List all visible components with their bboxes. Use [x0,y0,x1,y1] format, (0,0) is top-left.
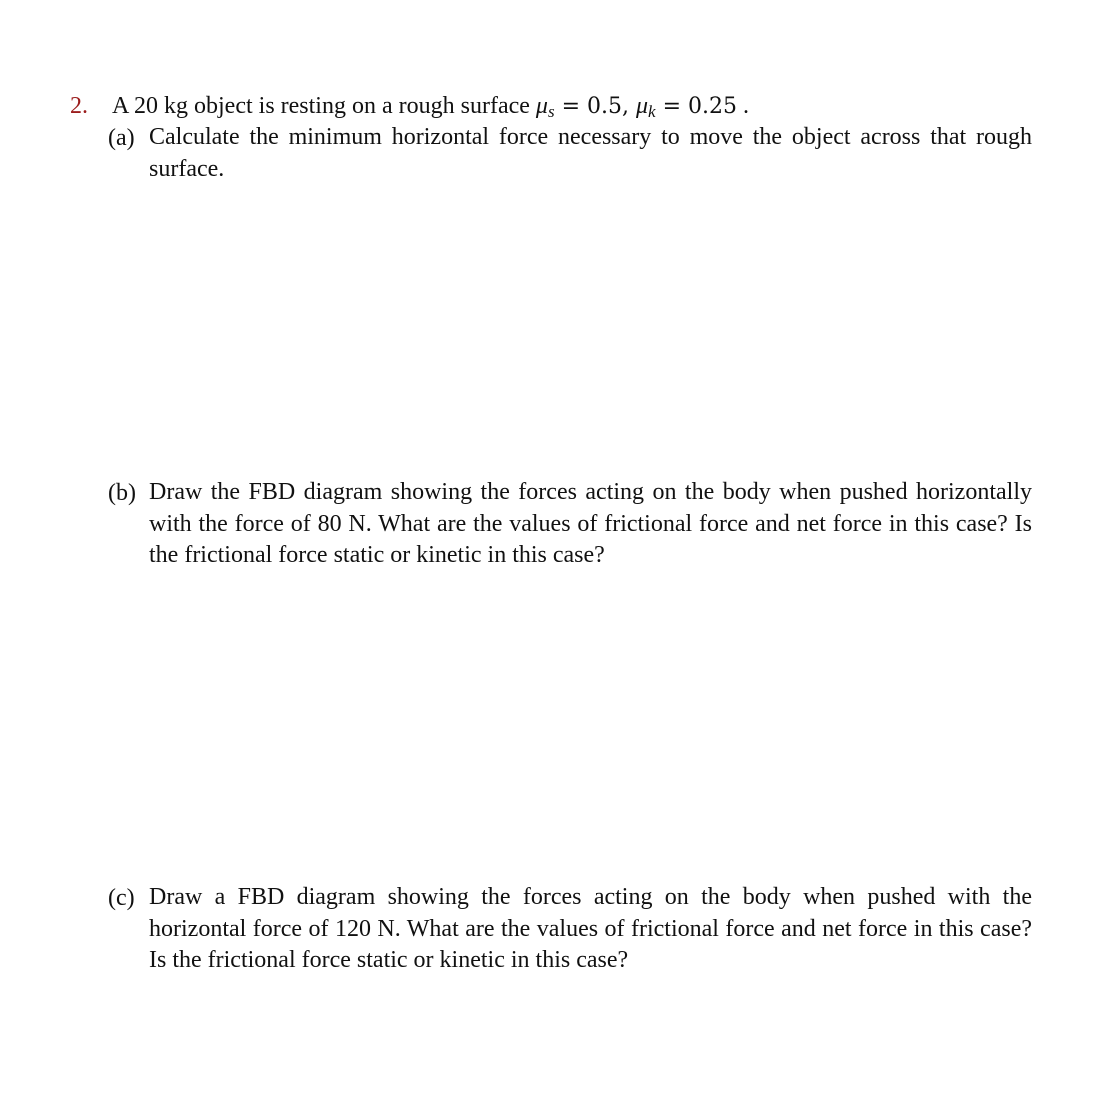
part-b-label: (b) [108,480,136,506]
part-c [108,882,1032,977]
question-2 [70,90,1050,973]
question-number: 2. [70,93,88,119]
question-header [70,90,1050,122]
part-a-label: (a) [108,125,135,151]
intro-end: . [736,93,749,119]
part-a [108,122,1032,185]
mu-k-value: = 0.25 [655,94,737,119]
mu-k-symbol: $\mu_k$ [635,93,656,121]
part-c-text: Draw a FBD diagram showing the forces acting on the body when pushed with the horizontal force of 120 N. What are the values of frictional force and net force in this case? Is the frictional force static or kinetic in this case? [149,884,1032,973]
part-b-text: Draw the FBD diagram showing the forces acting on the body when pushed horizontally with the force of 80 N. What are the values of frictional force and net force in this case? Is the frictional force static or kinetic in this case? [149,479,1032,568]
mu-s-symbol: $\mu_s$ [535,93,555,121]
mu-k-subscript: k [648,102,656,121]
part-a-text: Calculate the minimum horizontal force necessary to move the object across that rough surface. [149,124,1032,182]
mu-s-subscript: s [547,102,555,121]
intro-text: A 20 kg object is resting on a rough surface [112,93,530,119]
mu-s-value: = 0.5, [554,94,636,119]
part-c-label: (c) [108,885,135,911]
part-b [108,477,1032,572]
